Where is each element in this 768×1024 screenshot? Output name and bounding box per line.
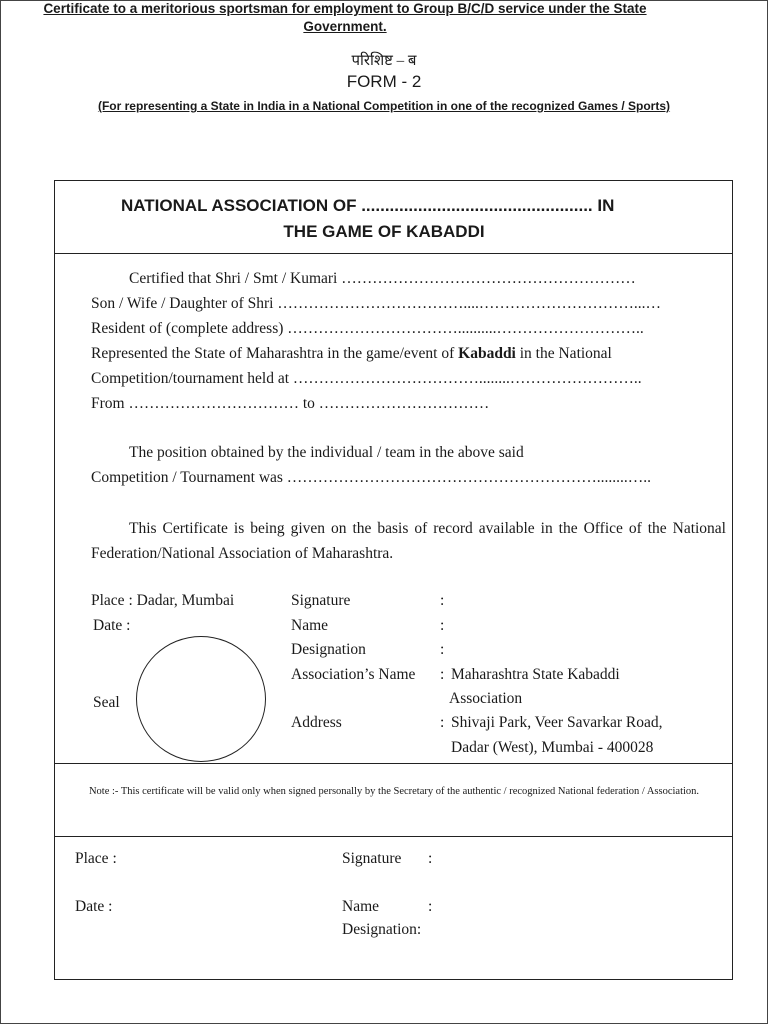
name-colon: :	[440, 617, 445, 634]
association-name-value: Maharashtra State Kabaddi	[451, 666, 620, 683]
validity-note: Note :- This certificate will be valid only when signed personally by the Secretary of the authentic / recognized National federation / Association.	[88, 786, 700, 797]
footer-signature-label: Signature	[342, 850, 402, 867]
address-line: Resident of (complete address) ……………………………..........………………………..	[91, 320, 644, 337]
form-number: FORM - 2	[346, 72, 422, 91]
basis-paragraph: This Certificate is being given on the basis of record available in the Office of the National Federation/National Association of Maharashtra.	[91, 520, 726, 562]
certificate-title: Certificate to a meritorious sportsman for employment to Group B/C/D service under the State Government.	[43, 1, 647, 34]
designation-label: Designation	[291, 641, 366, 658]
association-name-label: Association’s Name	[291, 666, 416, 683]
signature-label: Signature	[291, 592, 351, 609]
position-line: The position obtained by the individual / team in the above said	[129, 444, 524, 461]
place-label: Place : Dadar, Mumbai	[91, 592, 235, 609]
seal-circle	[136, 636, 266, 762]
association-colon: :	[440, 666, 445, 683]
address-value: Shivaji Park, Veer Savarkar Road,	[451, 714, 663, 731]
address-value-cont: Dadar (West), Mumbai - 400028	[451, 739, 654, 756]
date-range-line: From …………………………… to ……………………………	[91, 395, 490, 412]
date-label: Date :	[93, 617, 131, 634]
name-label: Name	[291, 617, 329, 634]
footer-designation-label: Designation:	[342, 921, 422, 938]
game-name: Kabaddi	[458, 345, 516, 362]
certified-line: Certified that Shri / Smt / Kumari …………………………………………………	[129, 270, 636, 287]
association-name-value-cont: Association	[449, 690, 523, 707]
footer-name-label: Name	[342, 898, 380, 915]
form-subtitle: (For representing a State in India in a National Competition in one of the recognized Games / Sports)	[97, 99, 671, 113]
association-heading-line1: NATIONAL ASSOCIATION OF ................................................. IN	[121, 196, 615, 215]
represented-line	[91, 345, 612, 363]
association-heading-line2: THE GAME OF KABADDI	[283, 222, 485, 241]
divider-note-top	[54, 763, 732, 764]
represented-text-end: in the National	[519, 345, 612, 362]
divider-top	[54, 253, 732, 254]
represented-text: Represented the State of Maharashtra in the game/event of	[91, 345, 455, 362]
address-label: Address	[291, 714, 342, 731]
footer-name-colon: :	[428, 898, 433, 915]
seal-label: Seal	[93, 694, 120, 711]
signature-colon: :	[440, 592, 445, 609]
footer-date-label: Date :	[75, 898, 113, 915]
divider-note-bottom	[54, 836, 732, 837]
footer-signature-colon: :	[428, 850, 433, 867]
address-colon: :	[440, 714, 445, 731]
footer-place-label: Place :	[75, 850, 117, 867]
position-result-line: Competition / Tournament was ……………………………………………………........…..	[91, 469, 652, 486]
relation-line: Son / Wife / Daughter of Shri ………………………………....…………………………...…	[91, 295, 661, 312]
tournament-line: Competition/tournament held at ………………………………........……………………..	[91, 370, 642, 387]
hindi-title: परिशिष्ट – ब	[351, 53, 417, 69]
designation-colon: :	[440, 641, 445, 658]
